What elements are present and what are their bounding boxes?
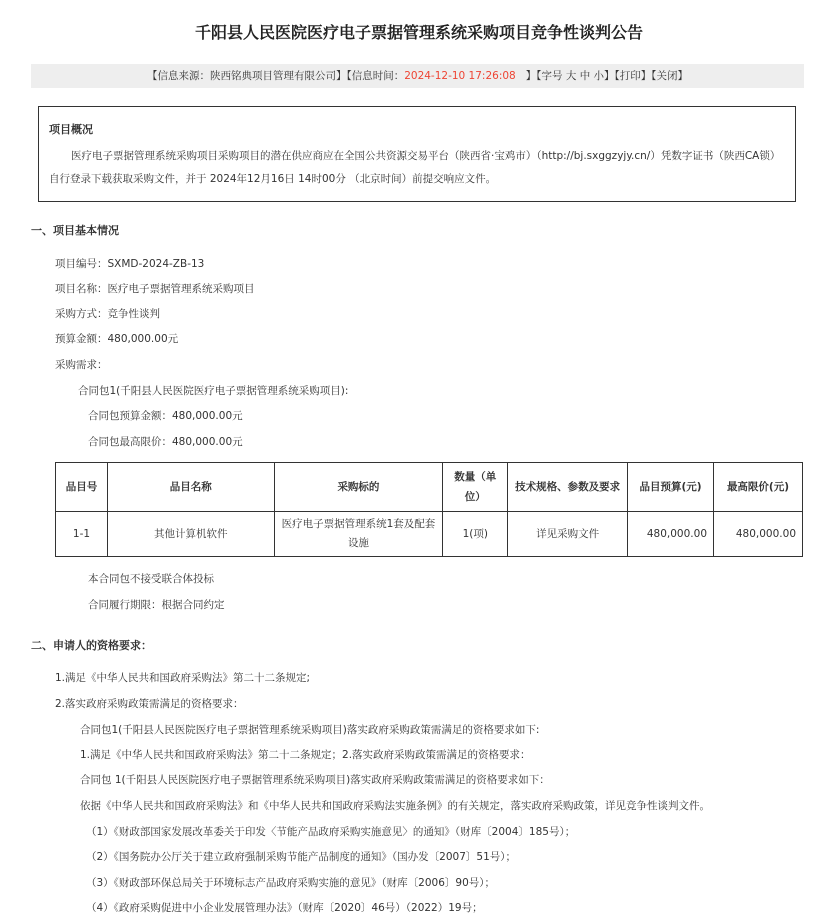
requirement-1: 1.满足《中华人民共和国政府采购法》第二十二条规定; bbox=[55, 672, 311, 684]
demand-label: 采购需求： bbox=[55, 359, 108, 371]
col-target: 采购标的 bbox=[274, 463, 443, 512]
no-consortium-note: 本合同包不接受联合体投标 bbox=[88, 573, 214, 585]
info-source: 陕西铭典项目管理有限公司 bbox=[209, 70, 336, 82]
section2-heading: 二、申请人的资格要求： bbox=[31, 639, 152, 652]
project-overview-box bbox=[38, 106, 796, 202]
package-title: 合同包1(千阳县人民医院医疗电子票据管理系统采购项目): bbox=[78, 385, 349, 397]
cell-quantity: 1(项) bbox=[443, 512, 508, 557]
info-bar bbox=[31, 64, 804, 88]
policy-item: （1）《财政部国家发展改革委关于印发〈节能产品政府采购实施意见〉的通知》（财库〔2004〕185号）； bbox=[86, 826, 576, 838]
font-size-label: 】【字号 bbox=[525, 70, 563, 82]
table-header-row bbox=[56, 463, 803, 512]
package-max-price: 合同包最高限价：480,000.00元 bbox=[88, 436, 243, 448]
cell-item-no: 1-1 bbox=[56, 512, 108, 557]
project-number: 项目编号：SXMD-2024-ZB-13 bbox=[55, 258, 205, 270]
cell-max-price: 480,000.00 bbox=[714, 512, 803, 557]
info-time-prefix: 】【信息时间： bbox=[335, 70, 405, 82]
package-budget: 合同包预算金额：480,000.00元 bbox=[88, 410, 243, 422]
section1-heading: 一、项目基本情况 bbox=[31, 224, 119, 237]
bracket-sep-2: 】【 bbox=[640, 70, 657, 82]
project-name: 项目名称：医疗电子票据管理系统采购项目 bbox=[55, 283, 255, 295]
col-spec: 技术规格、参数及要求 bbox=[508, 463, 628, 512]
requirement-sub-3: 合同包 1(千阳县人民医院医疗电子票据管理系统采购项目)落实政府采购政策需满足的资格要求如下： bbox=[80, 774, 550, 786]
requirement-2: 2.落实政府采购政策需满足的资格要求： bbox=[55, 698, 244, 710]
overview-heading: 项目概况 bbox=[49, 123, 93, 136]
cell-target: 医疗电子票据管理系统1套及配套设施 bbox=[274, 512, 443, 557]
overview-text: 医疗电子票据管理系统采购项目采购项目的潜在供应商应在全国公共资源交易平台（陕西省·宝鸡市）（http://bj.sxggzyjy.cn/）凭数字证书（陕西CA锁）自行登录下载获取采购文件，并于 2024年12月16日 14时00分 （北京时间）前提交响应文件。 bbox=[49, 150, 781, 185]
policy-item: （4）《政府采购促进中小企业发展管理办法》（财库〔2020〕46号）（2022）19号； bbox=[86, 902, 483, 914]
info-time: 2024-12-10 17:26:08 bbox=[404, 70, 516, 82]
requirement-sub-1: 合同包1(千阳县人民医院医疗电子票据管理系统采购项目)落实政府采购政策需满足的资格要求如下: bbox=[80, 724, 540, 736]
col-item-no: 品目号 bbox=[56, 463, 108, 512]
procurement-method: 采购方式：竞争性谈判 bbox=[55, 308, 160, 320]
info-source-prefix: 【信息来源： bbox=[146, 70, 210, 82]
col-budget: 品目预算(元) bbox=[628, 463, 714, 512]
font-small-link[interactable]: 小 bbox=[593, 70, 605, 82]
policy-item: （3）《财政部环保总局关于环境标志产品政府采购实施的意见》（财库〔2006〕90号）； bbox=[86, 877, 496, 889]
print-link[interactable]: 打印 bbox=[619, 70, 641, 82]
font-medium-link[interactable]: 中 bbox=[579, 70, 591, 82]
bracket-sep: 】【 bbox=[604, 70, 620, 82]
close-link[interactable]: 关闭 bbox=[656, 70, 678, 82]
font-large-link[interactable]: 大 bbox=[565, 70, 577, 82]
col-max-price: 最高限价(元) bbox=[714, 463, 803, 512]
col-quantity: 数量（单位） bbox=[443, 463, 508, 512]
requirement-sub-2: 1.满足《中华人民共和国政府采购法》第二十二条规定；2.落实政府采购政策需满足的资格要求： bbox=[80, 749, 531, 761]
policy-item: （2）《国务院办公厅关于建立政府强制采购节能产品制度的通知》（国办发〔2007〕51号）； bbox=[86, 851, 517, 863]
cell-spec: 详见采购文件 bbox=[508, 512, 628, 557]
requirement-sub-4: 依据《中华人民共和国政府采购法》和《中华人民共和国政府采购法实施条例》的有关规定，落实政府采购政策，详见竞争性谈判文件。 bbox=[80, 800, 710, 812]
bracket-end: 】 bbox=[677, 70, 689, 82]
page-title: 千阳县人民医院医疗电子票据管理系统采购项目竞争性谈判公告 bbox=[194, 23, 643, 42]
col-item-name: 品目名称 bbox=[107, 463, 274, 512]
cell-budget: 480,000.00 bbox=[628, 512, 714, 557]
contract-period: 合同履行期限：根据合同约定 bbox=[88, 599, 225, 611]
items-table bbox=[55, 462, 803, 557]
cell-item-name: 其他计算机软件 bbox=[107, 512, 274, 557]
budget-amount: 预算金额：480,000.00元 bbox=[55, 333, 179, 345]
table-row bbox=[56, 512, 803, 557]
